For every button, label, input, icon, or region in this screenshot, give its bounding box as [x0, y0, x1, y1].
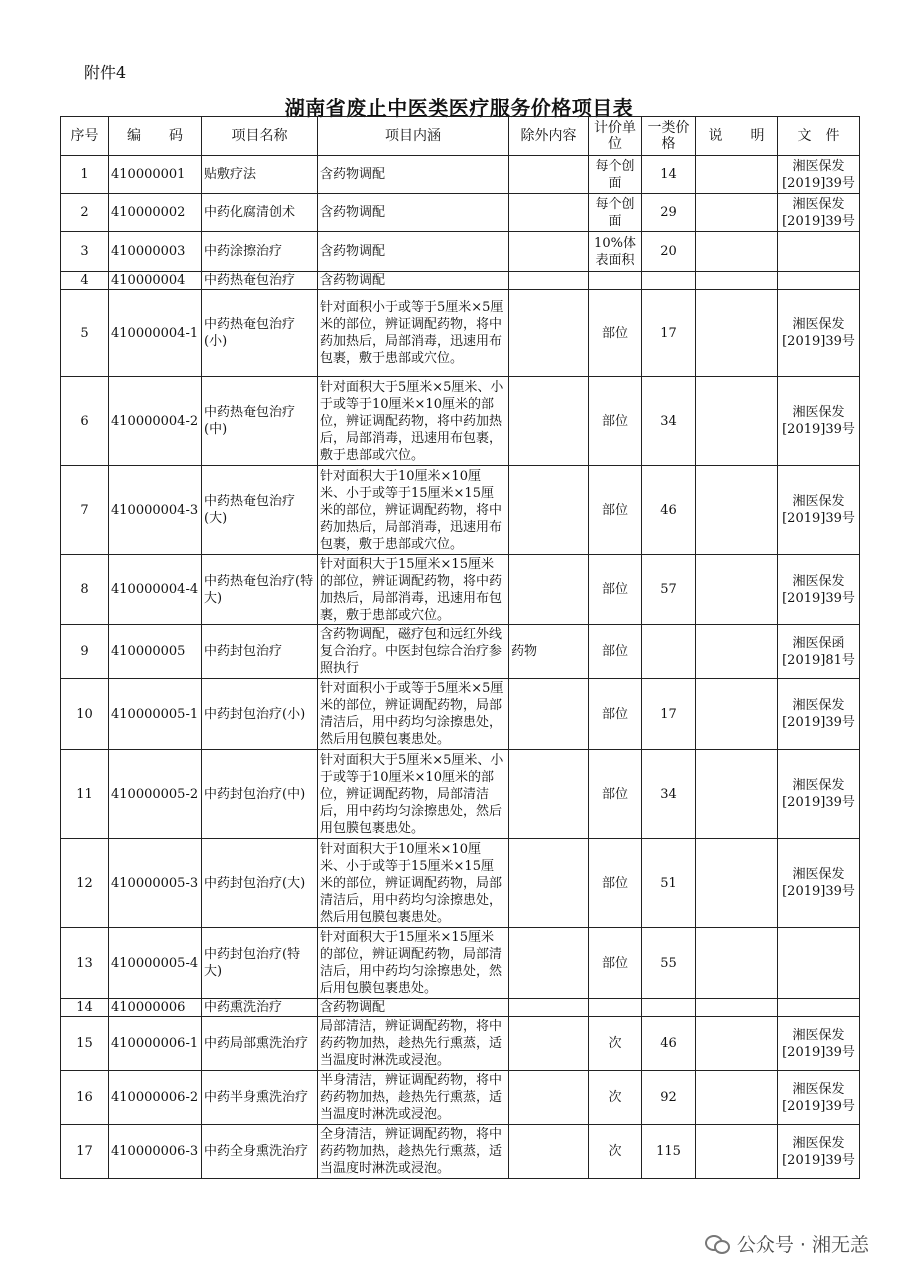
- cell-exclusion: [509, 750, 589, 839]
- header-code: 编 码: [109, 117, 202, 156]
- cell-exclusion: [509, 232, 589, 272]
- cell-note: [696, 555, 778, 625]
- cell-name: 中药半身熏洗治疗: [202, 1071, 318, 1125]
- cell-exclusion: [509, 1071, 589, 1125]
- cell-unit: 部位: [589, 625, 642, 679]
- cell-name: 贴敷疗法: [202, 156, 318, 194]
- cell-unit: 每个创面: [589, 194, 642, 232]
- header-unit: 计价单位: [589, 117, 642, 156]
- cell-name: 中药热奄包治疗(大): [202, 466, 318, 555]
- cell-unit: 每个创面: [589, 156, 642, 194]
- cell-content: 针对面积大于10厘米×10厘米、小于或等于15厘米×15厘米的部位，辨证调配药物，局部清洁后，用中药均匀涂擦患处，然后用包膜包裹患处。: [318, 839, 509, 928]
- cell-price: 20: [642, 232, 696, 272]
- table-row: [61, 839, 860, 928]
- cell-code: 410000006: [109, 999, 202, 1017]
- cell-document: 湘医保发[2019]39号: [778, 555, 860, 625]
- cell-seq: 17: [61, 1125, 109, 1179]
- cell-document: [778, 999, 860, 1017]
- wechat-icon: [705, 1233, 731, 1255]
- cell-document: 湘医保发[2019]39号: [778, 679, 860, 750]
- header-name: 项目名称: [202, 117, 318, 156]
- price-table: [60, 116, 860, 1179]
- table-row: [61, 466, 860, 555]
- cell-note: [696, 928, 778, 999]
- table-body: [61, 156, 860, 1179]
- cell-exclusion: [509, 1017, 589, 1071]
- header-note: 说 明: [696, 117, 778, 156]
- cell-name: 中药封包治疗(小): [202, 679, 318, 750]
- cell-document: 湘医保发[2019]39号: [778, 1071, 860, 1125]
- cell-seq: 13: [61, 928, 109, 999]
- cell-exclusion: [509, 928, 589, 999]
- cell-name: 中药热奄包治疗(特大): [202, 555, 318, 625]
- cell-document: 湘医保函[2019]81号: [778, 625, 860, 679]
- cell-name: 中药封包治疗(特大): [202, 928, 318, 999]
- cell-seq: 7: [61, 466, 109, 555]
- header-document: 文 件: [778, 117, 860, 156]
- cell-seq: 8: [61, 555, 109, 625]
- cell-name: 中药热奄包治疗(小): [202, 290, 318, 377]
- cell-exclusion: [509, 290, 589, 377]
- cell-exclusion: [509, 377, 589, 466]
- cell-unit: 部位: [589, 466, 642, 555]
- cell-unit: [589, 999, 642, 1017]
- cell-document: 湘医保发[2019]39号: [778, 290, 860, 377]
- cell-price: [642, 625, 696, 679]
- cell-note: [696, 232, 778, 272]
- watermark-text: 公众号 · 湘无恙: [736, 1234, 869, 1256]
- cell-document: 湘医保发[2019]39号: [778, 194, 860, 232]
- cell-exclusion: [509, 156, 589, 194]
- cell-note: [696, 272, 778, 290]
- cell-code: 410000006-1: [109, 1017, 202, 1071]
- cell-content: 针对面积大于10厘米×10厘米、小于或等于15厘米×15厘米的部位，辨证调配药物，将中药加热后，局部消毒，迅速用布包裹，敷于患部或穴位。: [318, 466, 509, 555]
- cell-code: 410000006-3: [109, 1125, 202, 1179]
- cell-price: 55: [642, 928, 696, 999]
- header-row: [61, 117, 860, 156]
- cell-document: [778, 928, 860, 999]
- cell-seq: 12: [61, 839, 109, 928]
- cell-exclusion: [509, 555, 589, 625]
- cell-price: 29: [642, 194, 696, 232]
- cell-content: 含药物调配，磁疗包和远红外线复合治疗。中医封包综合治疗参照执行: [318, 625, 509, 679]
- cell-seq: 5: [61, 290, 109, 377]
- cell-price: 17: [642, 679, 696, 750]
- cell-unit: 部位: [589, 750, 642, 839]
- table-row: [61, 750, 860, 839]
- cell-name: 中药化腐清创术: [202, 194, 318, 232]
- table-row: [61, 232, 860, 272]
- cell-name: 中药封包治疗: [202, 625, 318, 679]
- cell-content: 针对面积大于15厘米×15厘米的部位，辨证调配药物，局部清洁后，用中药均匀涂擦患处，然后用包膜包裹患处。: [318, 928, 509, 999]
- cell-code: 410000004-4: [109, 555, 202, 625]
- cell-name: 中药局部熏洗治疗: [202, 1017, 318, 1071]
- cell-price: 17: [642, 290, 696, 377]
- cell-price: 51: [642, 839, 696, 928]
- table-row: [61, 625, 860, 679]
- cell-note: [696, 839, 778, 928]
- watermark: [705, 1230, 869, 1257]
- table-row: [61, 555, 860, 625]
- cell-code: 410000004-3: [109, 466, 202, 555]
- cell-code: 410000005-3: [109, 839, 202, 928]
- cell-note: [696, 194, 778, 232]
- cell-seq: 9: [61, 625, 109, 679]
- cell-price: 115: [642, 1125, 696, 1179]
- cell-unit: 部位: [589, 679, 642, 750]
- cell-price: 57: [642, 555, 696, 625]
- cell-code: 410000004-2: [109, 377, 202, 466]
- cell-price: 34: [642, 377, 696, 466]
- cell-code: 410000002: [109, 194, 202, 232]
- cell-content: 针对面积大于5厘米×5厘米、小于或等于10厘米×10厘米的部位，辨证调配药物，局部清洁后，用中药均匀涂擦患处，然后用包膜包裹患处。: [318, 750, 509, 839]
- cell-code: 410000005: [109, 625, 202, 679]
- cell-name: 中药封包治疗(中): [202, 750, 318, 839]
- cell-content: 针对面积小于或等于5厘米×5厘米的部位，辨证调配药物，局部清洁后，用中药均匀涂擦患处，然后用包膜包裹患处。: [318, 679, 509, 750]
- cell-code: 410000005-2: [109, 750, 202, 839]
- cell-price: 92: [642, 1071, 696, 1125]
- cell-content: 含药物调配: [318, 194, 509, 232]
- cell-document: 湘医保发[2019]39号: [778, 1017, 860, 1071]
- cell-exclusion: [509, 839, 589, 928]
- cell-content: 针对面积大于5厘米×5厘米、小于或等于10厘米×10厘米的部位，辨证调配药物，将中药加热后，局部消毒，迅速用布包裹，敷于患部或穴位。: [318, 377, 509, 466]
- cell-document: 湘医保发[2019]39号: [778, 156, 860, 194]
- cell-name: 中药热奄包治疗(中): [202, 377, 318, 466]
- cell-exclusion: [509, 1125, 589, 1179]
- header-price: 一类价格: [642, 117, 696, 156]
- cell-code: 410000003: [109, 232, 202, 272]
- cell-code: 410000004: [109, 272, 202, 290]
- cell-unit: 部位: [589, 290, 642, 377]
- cell-exclusion: 药物: [509, 625, 589, 679]
- cell-name: 中药涂擦治疗: [202, 232, 318, 272]
- header-seq: 序号: [61, 117, 109, 156]
- header-exclusion: 除外内容: [509, 117, 589, 156]
- table-row: [61, 194, 860, 232]
- cell-unit: 部位: [589, 928, 642, 999]
- cell-unit: [589, 272, 642, 290]
- cell-note: [696, 466, 778, 555]
- cell-name: 中药熏洗治疗: [202, 999, 318, 1017]
- cell-document: 湘医保发[2019]39号: [778, 466, 860, 555]
- cell-note: [696, 377, 778, 466]
- table-row: [61, 156, 860, 194]
- cell-note: [696, 290, 778, 377]
- cell-note: [696, 1125, 778, 1179]
- cell-note: [696, 625, 778, 679]
- cell-unit: 10%体表面积: [589, 232, 642, 272]
- cell-note: [696, 1017, 778, 1071]
- cell-exclusion: [509, 999, 589, 1017]
- document-title: 湖南省废止中医类医疗服务价格项目表: [284, 96, 634, 120]
- cell-exclusion: [509, 679, 589, 750]
- cell-price: 34: [642, 750, 696, 839]
- cell-name: 中药封包治疗(大): [202, 839, 318, 928]
- cell-code: 410000006-2: [109, 1071, 202, 1125]
- cell-price: 46: [642, 466, 696, 555]
- cell-unit: 部位: [589, 377, 642, 466]
- cell-content: 全身清洁，辨证调配药物，将中药药物加热，趁热先行熏蒸，适当温度时淋洗或浸泡。: [318, 1125, 509, 1179]
- cell-exclusion: [509, 194, 589, 232]
- cell-name: 中药全身熏洗治疗: [202, 1125, 318, 1179]
- table-row: [61, 290, 860, 377]
- cell-content: 含药物调配: [318, 232, 509, 272]
- cell-code: 410000005-4: [109, 928, 202, 999]
- cell-code: 410000001: [109, 156, 202, 194]
- cell-content: 针对面积小于或等于5厘米×5厘米的部位，辨证调配药物，将中药加热后，局部消毒，迅速用布包裹，敷于患部或穴位。: [318, 290, 509, 377]
- cell-document: 湘医保发[2019]39号: [778, 839, 860, 928]
- cell-seq: 1: [61, 156, 109, 194]
- table-row: [61, 928, 860, 999]
- cell-unit: 部位: [589, 555, 642, 625]
- cell-note: [696, 679, 778, 750]
- cell-unit: 次: [589, 1017, 642, 1071]
- cell-unit: 次: [589, 1071, 642, 1125]
- cell-note: [696, 156, 778, 194]
- cell-price: 14: [642, 156, 696, 194]
- cell-seq: 4: [61, 272, 109, 290]
- cell-content: 局部清洁，辨证调配药物，将中药药物加热，趁热先行熏蒸，适当温度时淋洗或浸泡。: [318, 1017, 509, 1071]
- cell-note: [696, 1071, 778, 1125]
- cell-unit: 部位: [589, 839, 642, 928]
- cell-seq: 14: [61, 999, 109, 1017]
- cell-code: 410000004-1: [109, 290, 202, 377]
- table-row: [61, 999, 860, 1017]
- cell-price: [642, 999, 696, 1017]
- cell-note: [696, 999, 778, 1017]
- cell-price: [642, 272, 696, 290]
- cell-seq: 10: [61, 679, 109, 750]
- cell-seq: 15: [61, 1017, 109, 1071]
- cell-name: 中药热奄包治疗: [202, 272, 318, 290]
- cell-code: 410000005-1: [109, 679, 202, 750]
- cell-exclusion: [509, 466, 589, 555]
- cell-seq: 16: [61, 1071, 109, 1125]
- cell-content: 半身清洁，辨证调配药物，将中药药物加热，趁热先行熏蒸，适当温度时淋洗或浸泡。: [318, 1071, 509, 1125]
- cell-document: 湘医保发[2019]39号: [778, 1125, 860, 1179]
- cell-unit: 次: [589, 1125, 642, 1179]
- cell-document: [778, 272, 860, 290]
- table-row: [61, 272, 860, 290]
- table-row: [61, 679, 860, 750]
- table-row: [61, 1125, 860, 1179]
- cell-content: 含药物调配: [318, 272, 509, 290]
- table-row: [61, 1071, 860, 1125]
- cell-exclusion: [509, 272, 589, 290]
- cell-price: 46: [642, 1017, 696, 1071]
- cell-seq: 3: [61, 232, 109, 272]
- table-row: [61, 1017, 860, 1071]
- table-row: [61, 377, 860, 466]
- cell-seq: 2: [61, 194, 109, 232]
- cell-document: [778, 232, 860, 272]
- cell-content: 含药物调配: [318, 999, 509, 1017]
- cell-content: 针对面积大于15厘米×15厘米的部位，辨证调配药物，将中药加热后，局部消毒，迅速用布包裹，敷于患部或穴位。: [318, 555, 509, 625]
- cell-note: [696, 750, 778, 839]
- attachment-label: 附件4: [84, 63, 127, 82]
- cell-document: 湘医保发[2019]39号: [778, 750, 860, 839]
- cell-content: 含药物调配: [318, 156, 509, 194]
- header-content: 项目内涵: [318, 117, 509, 156]
- cell-seq: 6: [61, 377, 109, 466]
- cell-seq: 11: [61, 750, 109, 839]
- cell-document: 湘医保发[2019]39号: [778, 377, 860, 466]
